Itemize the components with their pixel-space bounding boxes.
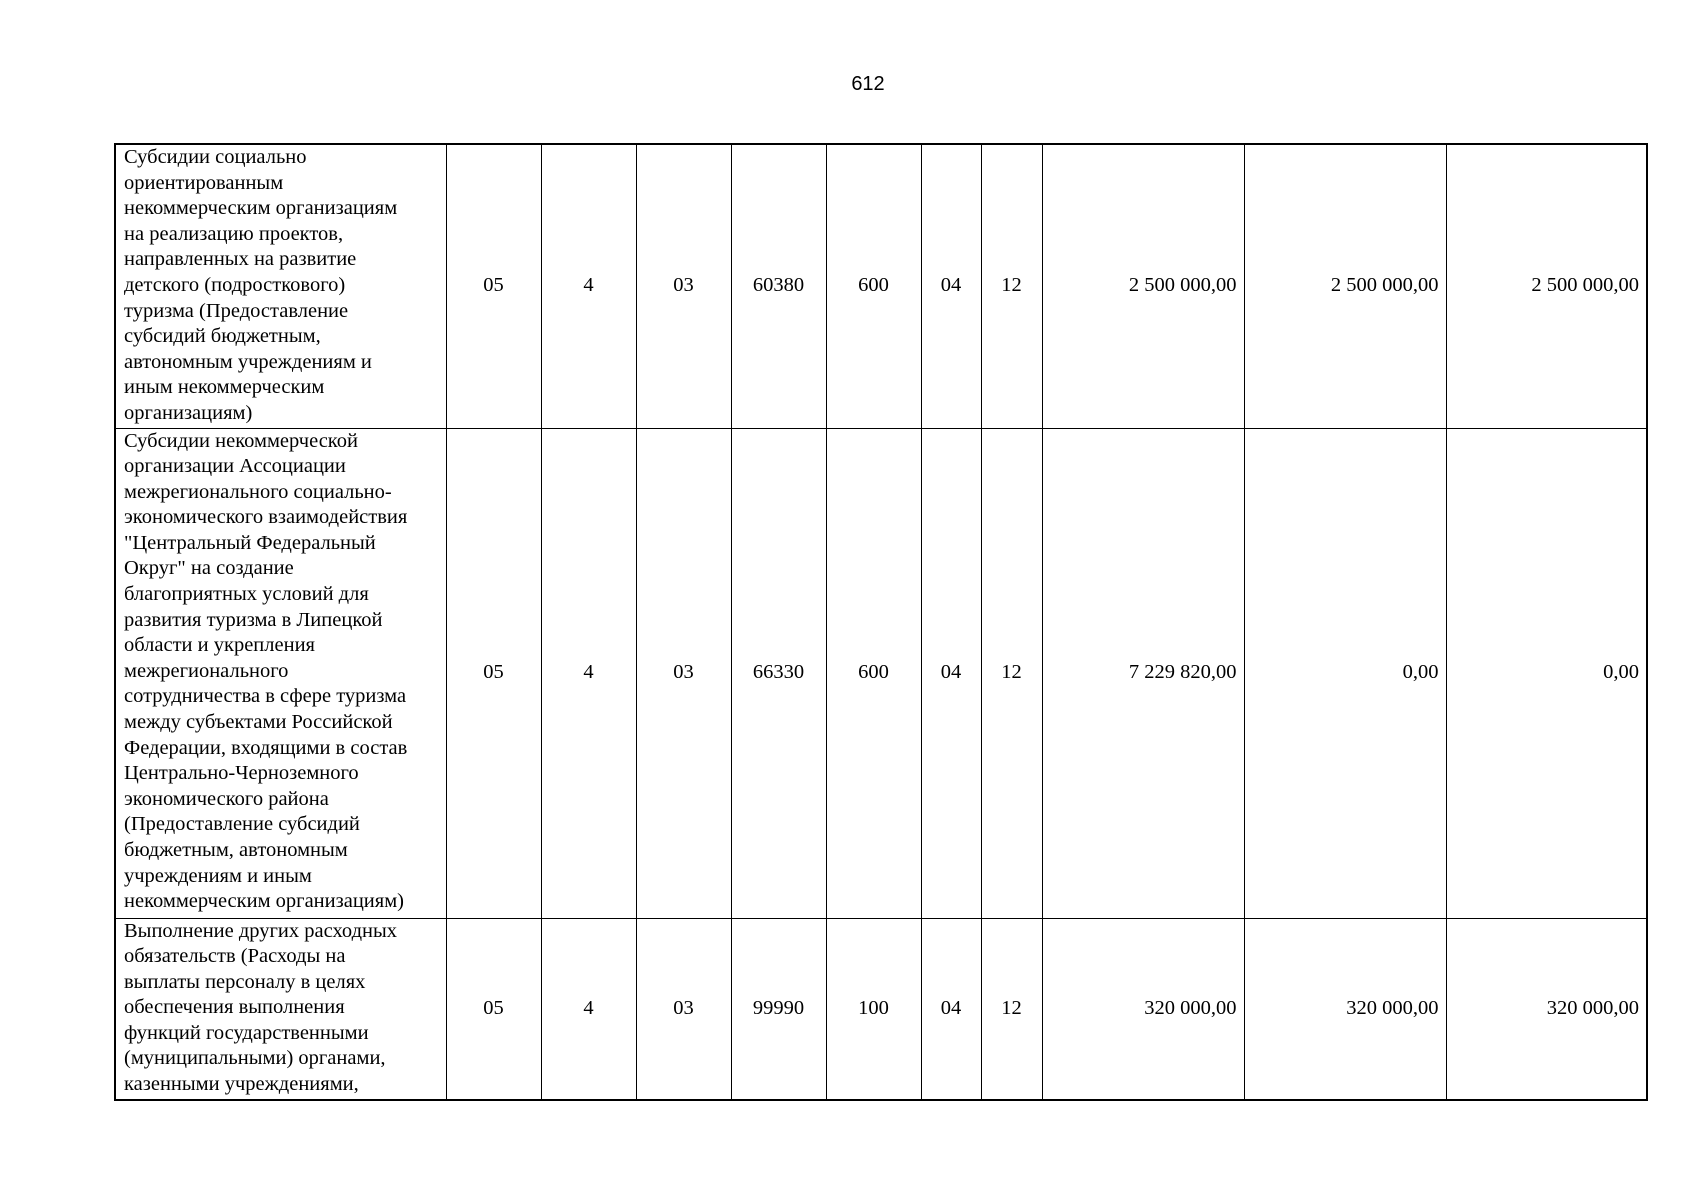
amount-cell-3: 320 000,00 (1446, 918, 1647, 1100)
main-event-code-cell: 03 (636, 428, 731, 918)
table-row (115, 428, 1647, 918)
subprogram-code-cell: 4 (541, 144, 636, 428)
amount-cell-1: 320 000,00 (1042, 918, 1244, 1100)
amount-cell-3: 2 500 000,00 (1446, 144, 1647, 428)
amount-cell-3: 0,00 (1446, 428, 1647, 918)
program-code-cell: 05 (446, 144, 541, 428)
expense-name-cell: Субсидии некоммерческой организации Ассоциации межрегионального социально- экономического взаимодействия "Центральный Федеральный Округ" на создание благоприятных условий для развития туризма в Липецкой области и укрепления межрегионального сотрудничества в сфере туризма между субъектами Российской Федерации, входящими в состав Центрально-Черноземного экономического района (Предоставление субсидий бюджетным, автономным учреждениям и иным некоммерческим организациям) (115, 428, 446, 918)
main-event-code-cell: 03 (636, 918, 731, 1100)
amount-cell-1: 2 500 000,00 (1042, 144, 1244, 428)
subsection-cell: 12 (981, 144, 1042, 428)
program-code-cell: 05 (446, 918, 541, 1100)
main-event-code-cell: 03 (636, 144, 731, 428)
subsection-cell: 12 (981, 918, 1042, 1100)
subsection-cell: 12 (981, 428, 1042, 918)
page-number: 612 (851, 73, 885, 95)
subprogram-code-cell: 4 (541, 918, 636, 1100)
amount-cell-2: 2 500 000,00 (1244, 144, 1446, 428)
direction-code-cell: 99990 (731, 918, 826, 1100)
expense-type-cell: 600 (826, 428, 921, 918)
budget-table (114, 143, 1648, 1101)
amount-cell-2: 0,00 (1244, 428, 1446, 918)
expense-type-cell: 100 (826, 918, 921, 1100)
subprogram-code-cell: 4 (541, 428, 636, 918)
section-cell: 04 (921, 918, 981, 1100)
expense-type-cell: 600 (826, 144, 921, 428)
expense-name-cell: Выполнение других расходных обязательств (Расходы на выплаты персоналу в целях обеспечения выполнения функций государственными (муниципальными) органами, казенными учреждениями, (115, 918, 446, 1100)
amount-cell-1: 7 229 820,00 (1042, 428, 1244, 918)
program-code-cell: 05 (446, 428, 541, 918)
section-cell: 04 (921, 144, 981, 428)
amount-cell-2: 320 000,00 (1244, 918, 1446, 1100)
table-row (115, 144, 1647, 428)
direction-code-cell: 66330 (731, 428, 826, 918)
section-cell: 04 (921, 428, 981, 918)
expense-name-cell: Субсидии социально ориентированным некоммерческим организациям на реализацию проектов, направленных на развитие детского (подросткового) туризма (Предоставление субсидий бюджетным, автономным учреждениям и иным некоммерческим организациям) (115, 144, 446, 428)
direction-code-cell: 60380 (731, 144, 826, 428)
table-row (115, 918, 1647, 1100)
